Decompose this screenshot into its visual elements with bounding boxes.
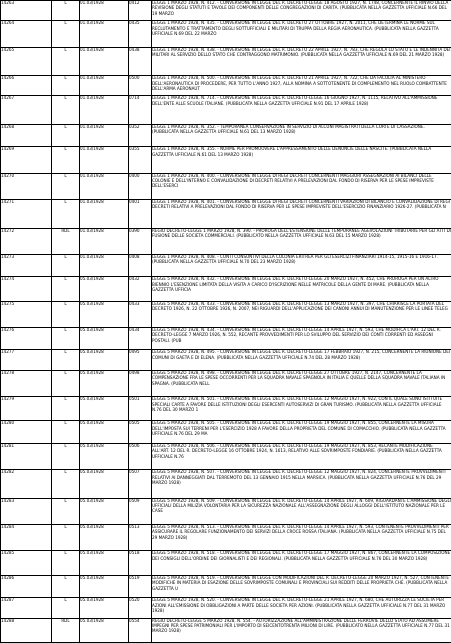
act-type: L bbox=[52, 328, 80, 350]
act-number: 0408 bbox=[129, 254, 152, 276]
act-description bbox=[152, 618, 451, 643]
act-description bbox=[152, 21, 451, 47]
record-number: 14267 bbox=[1, 96, 52, 124]
act-date: 05.03/1928 bbox=[80, 277, 129, 301]
act-description bbox=[152, 421, 451, 443]
act-date: 05.03/1928 bbox=[80, 350, 129, 370]
act-description bbox=[152, 301, 451, 327]
record-number: 14282 bbox=[1, 470, 52, 498]
act-description-text: LEGGE 1 MARZO 1928, N. 355. - NORME PER PROMUOVERE L'APPRESSAMENTO DELLE DENUNCIE DELLE NASCITE. (PUBBLICATA NELLA GAZZETTA UFFICIALE N.61 DEL 13 MARZO 1928) bbox=[152, 147, 432, 158]
act-description-text: LEGGE 5 MARZO 1928, N. 501. - CONVERSIONE IN LEGGE DEL R. DECRETO-LEGGE 12 MAGGIO 1927, N. 922, CON IL QUALE SONO ISTITUITE SPECIALI CARTE A FAVORE DELLE ISTITUZIONI DEGLI ESERCENTI AUTOSERVIZI DI GRAN TURISMO. (PUBBLICATA NELLA GAZZETTA UFFICIALE N.76 DEL 30 MARZO 1 bbox=[152, 397, 443, 413]
act-description bbox=[152, 76, 451, 96]
act-number: 0400 bbox=[129, 173, 152, 199]
act-description-text: LEGGE 5 MARZO 1928, N. 432. - CONVERSIONE IN LEGGE DEL R. DECRETO-LEGGE 20 MARZO 1927, N. 452, CHE PROROGA PER UN ALTRO BIENNIO L'ESENZIONE LIMITATA DELLA VISITA A CARICO D'ISCRIZIONE NELLE MATRICOLE DELLA GENTE DI MARE. (PUBBLICATA NELLA GAZZETTA UFFICIA bbox=[152, 277, 439, 294]
table-row bbox=[1, 470, 451, 498]
act-description-text: LEGGE 5 MARZO 1928, N. 520. - CONVERSIONE IN LEGGE DEL R. DECRETO-LEGGE 21 APRILE 1927, N. 680, CHE AUTORIZZA LE SOCIETA PER AZIONI ALL'EMISSIONE DI OBBLIGAZIONI A PARTE DELLE SOCIETA PER AZIONI. (PUBBLICATA NELLA GAZZETTA UFFICIALE N.77 DEL 31 MARZO 1928) bbox=[152, 598, 446, 614]
act-description bbox=[152, 397, 451, 421]
act-date: 01.03/1928 bbox=[80, 200, 129, 228]
act-description-text: LEGGE 1 MARZO 1928, N. 500. - CONVERSIONE IN LEGGE DEL R. DECRETO 21 APRILE 1927, N. 722, CHE DA FACOLTA AL MINISTERO DELL'AERONAUTICA DI PROCEDERE, PER TUTTO L'ANNO 1927, ALLA NOMINA A SOTTOTENENTE DI COMPLEMENTO NEL RUOLO COMBATTENTE DELL'ARMA AERONAUT bbox=[152, 76, 447, 92]
act-type: L bbox=[52, 470, 80, 498]
table-row bbox=[1, 551, 451, 575]
act-type: L bbox=[52, 254, 80, 276]
table-row bbox=[1, 301, 451, 327]
act-type: L bbox=[52, 301, 80, 327]
act-date: 01.03/1928 bbox=[80, 124, 129, 146]
act-number: 0714 bbox=[129, 96, 152, 124]
act-date: 01.03/1928 bbox=[80, 228, 129, 254]
act-description bbox=[152, 47, 451, 75]
act-type: L bbox=[52, 96, 80, 124]
act-type: L bbox=[52, 598, 80, 618]
record-number: 14280 bbox=[1, 421, 52, 443]
act-description-text: REGIO DECRETO-LEGGE 1 MARZO 1928, N. 390. - PROROGA DELL'ESTENSIONE DELLE TEMPORANEE AGEVOLAZIONI TRIBUTARIE PER GLI ATTI DI FUSIONE DELLE SOCIETA COMMERCIALI. (PUBBLICATO NELLA GAZZETTA UFFICIALE N.63 DEL 15 MARZO 1928) bbox=[152, 228, 451, 239]
table-row bbox=[1, 498, 451, 524]
act-date: 05.03/1928 bbox=[80, 397, 129, 421]
record-number: 14263 bbox=[1, 1, 52, 21]
act-description-text: LEGGE 5 MARZO 1928, N. 518. - CONVERSIONE IN LEGGE DEL R. DECRETO-LEGGE 17 MAGGIO 1927, N. 867, CONCERNENTE LA COMPOSIZIONE DEI CONSIGLI DELL'ORDINE DEI GIORNALISTI E DEI REGIONALI. (PUBBLICATA NELLA GAZZETTA UFFICIALE N.76 DEL 30 MARZO 1928) bbox=[152, 551, 451, 562]
table-row bbox=[1, 47, 451, 75]
act-number: 0498 bbox=[129, 370, 152, 396]
act-number: 0520 bbox=[129, 598, 152, 618]
act-number: 0500 bbox=[129, 76, 152, 96]
act-number: 0495 bbox=[129, 350, 152, 370]
record-number: 14265 bbox=[1, 47, 52, 75]
act-description-text: LEGGE 5 MARZO 1928, N. 495. - CONVERSIONE IN LEGGE DEL R. DECRETO-LEGGE 17 FEBBRAIO 1927, N. 215, CONCERNENTE LA RIUNIONE DEI COMUNI DI GAETA E DI ELENA. (PUBBLICATA NELLA GAZZETTA UFFICIALE N.74 DEL 28 MARZO 1928) bbox=[152, 350, 451, 361]
act-number: 0355 bbox=[129, 147, 152, 173]
act-description-text: LEGGE 5 MARZO 1928, N. 505. - CONVERSIONE IN LEGGE DEL R. DECRETO-LEGGE 19 MAGGIO 1927, N. 855, CONCERNENTE LA MISURA DELL'IMPOSTA SUI TERRENI PER L'ESERCIZIO 1928 A FAVORE DELLA PROPRIETA DEL COMUNE DI COMACCHIO. (PUBBLICATA NELLA GAZZETTA UFFICIALE N.76 DEL 29 MA bbox=[152, 421, 446, 438]
act-type: L bbox=[52, 1, 80, 21]
record-number: 14271 bbox=[1, 200, 52, 228]
act-number: 0412 bbox=[129, 1, 152, 21]
record-number: 14268 bbox=[1, 124, 52, 146]
act-date: 01.03/1928 bbox=[80, 254, 129, 276]
table-row bbox=[1, 397, 451, 421]
table-row bbox=[1, 254, 451, 276]
act-date: 05.03/1928 bbox=[80, 575, 129, 597]
act-description bbox=[152, 525, 451, 551]
act-date: 05.03/1928 bbox=[80, 498, 129, 524]
act-number: 0507 bbox=[129, 470, 152, 498]
act-description-text: LEGGE 5 MARZO 1928, N. 434. - CONVERSIONE IN LEGGE DEL R. DECRETO-LEGGE 14 APRILE 1927, N. 593, CHE MODIFICA L'ART. 12 DEL R. DECRETO-LEGGE 7 MARZO 1926, N. 552, RECANTE PROVVEDIMENTI PER LO SVILUPPO DEL SERVIZIO DEI CONTI CORRENTI ED ASSEGNI POSTALI. (PUB bbox=[152, 328, 441, 344]
act-number: 0554 bbox=[129, 618, 152, 643]
act-type: L bbox=[52, 551, 80, 575]
act-description bbox=[152, 370, 451, 396]
act-date: 01.03/1928 bbox=[80, 147, 129, 173]
act-description bbox=[152, 96, 451, 124]
act-description bbox=[152, 575, 451, 597]
act-description bbox=[152, 551, 451, 575]
table-row bbox=[1, 21, 451, 47]
record-number: 14285 bbox=[1, 551, 52, 575]
act-description-text: LEGGE 5 MARZO 1928, N. 509. - CONVERSIONE IN LEGGE DEL R. DECRETO-LEGGE 14 APRILE 1927, N. 609, RIGUARDANTE L'AMMISSIONE DEGLI UFFICIALI DELLA MILIZIA VOLONTARIA PER LA SICUREZZA NAZIONALE ALL'ASSEGNAZIONE DEGLI ALLOGGI DELL'ISTITUTO NAZIONALE PER LE CASE bbox=[152, 498, 451, 515]
table-row bbox=[1, 525, 451, 551]
act-date: 05.03/1928 bbox=[80, 328, 129, 350]
act-description bbox=[152, 254, 451, 276]
act-description-text: LEGGE 5 MARZO 1928, N. 506. - CONVERSIONE IN LEGGE DEL R. DECRETO-LEGGE 19 MAGGIO 1927, N. 853, RECANTE MODIFICAZIONE ALL'ART. 12 DEL R. DECRETO-LEGGE 16 OTTOBRE 1924, N. 1613, RELATIVO ALLE SOVRIMPOSTE FONDIARIE. (PUBBLICATA NELLA GAZZETTA UFFICIALE N.76 bbox=[152, 443, 442, 460]
act-description-text: REGIO DECRETO-LEGGE 5 MARZO 1928, N. 554. - AUTORIZZAZIONE ALL'AMMINISTRAZIONE DELLE FERROVIE DELLO STATO AD ASSUMERE IMPEGNI PER SPESE PATRIMONIALI PER L'IMPORTO DI SEICENTOTRENTA MILIONI DI LIRE. (PUBBLICATO NELLA GAZZETTA UFFICIALE N.77 DEL 31 MARZO 1928) bbox=[152, 618, 450, 635]
act-number: 0509 bbox=[129, 498, 152, 524]
act-description-text: LEGGE 1 MARZO 1928, N. 438. - CONVERSIONE IN LEGGE DEL R. DECRETO 22 APRILE 1927, N. 783, CHE REGOLA LO STATO E LE INDENNITA DEI MILITARI AL SERVIZIO DELLO STATO CHE CONTRAGGONO MATRIMONIO. (PUBBLICATA NELLA GAZZETTA UFFICIALE N.69 DEL 21 MARZO 1928) bbox=[152, 47, 451, 59]
act-date: 05.03/1928 bbox=[80, 301, 129, 327]
act-type: L bbox=[52, 47, 80, 75]
act-description-text: LEGGE 1 MARZO 1928, N. 400. - CONVERSIONE IN LEGGE DI REGI DECRETI CONCERNENTI MAGGIORI ASSEGNAZIONI AI BILANCI DELLE COLONIE E DELL'INTERNO E CONVALIDAZIONE DI DECRETI RELATIVI A PRELEVAZIONI DAL FONDO DI RISERVA PER LE SPESE IMPREVISTE DELL'ESERCI bbox=[152, 173, 434, 190]
table-body bbox=[1, 1, 451, 643]
table-row bbox=[1, 277, 451, 301]
record-number: 14264 bbox=[1, 21, 52, 47]
act-number: 0513 bbox=[129, 525, 152, 551]
act-type: RDL bbox=[52, 228, 80, 254]
act-date: 01.03/1928 bbox=[80, 21, 129, 47]
record-number: 14278 bbox=[1, 370, 52, 396]
act-number: 0501 bbox=[129, 397, 152, 421]
act-description-text: LEGGE 1 MARZO 1928, N. 408. - CONTI CONSUNTIVI DELLA COLONIA ERITREA PER GLI ESERCIZI FINANZIARI 1914-15, 1915-16 E 1916-17. (PUBBLICATA NELLA GAZZETTA UFFICIALE N.70 DEL 23 MARZO 1928) bbox=[152, 254, 438, 266]
act-type: L bbox=[52, 350, 80, 370]
act-description bbox=[152, 470, 451, 498]
act-description-text: LEGGE 5 MARZO 1928, N. 513. - CONVERSIONE IN LEGGE DEL R. DECRETO-LEGGE 14 APRILE 1927, N. 593, CONTENENTE PROVVEDIMENTI PER ASSICURARE IL REGOLARE FUNZIONAMENTO DEI SERVIZI DELLA CROCE ROSSA ITALIANA. (PUBBLICATA NELLA GAZZETTA UFFICIALE N.75 DEL 29 MARZO 1928) bbox=[152, 525, 449, 541]
act-description bbox=[152, 200, 451, 228]
act-date: 05.03/1928 bbox=[80, 618, 129, 643]
act-type: L bbox=[52, 498, 80, 524]
act-description-text: LEGGE 1 MARZO 1928, N. 401. - CONVERSIONE IN LEGGE DI REGI DECRETI CONCERNENTI VARIAZIONI DI BILANCIO E CONVALIDAZIONE DI REGI DECRETI RELATIVI A PRELEVAZIONI DAL FONDO DI RISERVA PER LE SPESE IMPREVISTE DELL'ESERCIZIO FINANZIARIO 1926-27. (PUBBLICATA N bbox=[152, 200, 450, 211]
act-description-text: LEGGE 1 MARZO 1928, N. 435. - CONVERSIONE IN LEGGE DEL R. DECRETO 27 OTTOBRE 1927, N. 2011, CHE DETERMINA LE NORME SUL RECLUTAMENTO E TRATTAMENTO DEGLI SOTTUFFICIALI E MILITARI DI TRUPPA DELLA REGIA AERONAUTICA. (PUBBLICATA NELLA GAZZETTA UFFICIALE N.69 DEL 22 MARZO bbox=[152, 21, 439, 38]
record-number: 14275 bbox=[1, 301, 52, 327]
act-type: L bbox=[52, 21, 80, 47]
act-date: 05.03/1928 bbox=[80, 443, 129, 469]
act-date: 05.03/1928 bbox=[80, 421, 129, 443]
record-number: 14279 bbox=[1, 397, 52, 421]
table-row bbox=[1, 350, 451, 370]
act-description bbox=[152, 147, 451, 173]
act-number: 0506 bbox=[129, 443, 152, 469]
act-description-text: LEGGE 5 MARZO 1928, N. 433. - CONVERSIONE IN LEGGE DEL R. DECRETO-LEGGE 13 MARZO 1927, N. 397, CHE CHIARISCE LA PORTATA DEL DECRETO 1926, N. 22 OTTOBRE 1926, N. 2007, NEI RIGUARDI DELL'APPLICAZIONE DEI CANONI ANNUI DI MANUTENZIONE PER LE LINEE TELEG bbox=[152, 301, 448, 313]
act-date: 05.03/1928 bbox=[80, 551, 129, 575]
act-type: L bbox=[52, 575, 80, 597]
table-row bbox=[1, 173, 451, 199]
act-date: 05.03/1928 bbox=[80, 370, 129, 396]
act-description bbox=[152, 598, 451, 618]
act-description-text: LEGGE 5 MARZO 1928, N. 498. - CONVERSIONE IN LEGGE DEL R. DECRETO-LEGGE 27 OTTOBRE 1927, N. 2147, CONCERNENTE LA COMPENSAZIONE FRA LE SPESE OCCORRENTI PER LA SQUADRA NAVALE SPAGNOLA IN ITALIA E QUELLE DELLA SQUADRA NAVALE ITALIANA IN SPAGNA. (PUBBLICATA NELL bbox=[152, 370, 446, 387]
table-row bbox=[1, 618, 451, 643]
table-row bbox=[1, 370, 451, 396]
act-description-text: LEGGE 1 MARZO 1928, N. 412. - CONVERSIONE IN LEGGE DEL R. DECRETO-LEGGE 18 AGOSTO 1927, N. 1748, CONCERNENTE IL RINVIO DELLA REVISIONE DEGLI STATUTI E TAVOLE DEI COMPONENTI DELLE CONGREGAZIONI DI CARITA. (PUBBLICATA NELLA GAZZETTA UFFICIALE N.66 DEL 19 MARZO bbox=[152, 1, 449, 17]
act-description bbox=[152, 443, 451, 469]
act-number: 0519 bbox=[129, 575, 152, 597]
act-description bbox=[152, 350, 451, 370]
table-row bbox=[1, 76, 451, 96]
act-number: 0432 bbox=[129, 277, 152, 301]
act-date: 01.03/1928 bbox=[80, 76, 129, 96]
act-number: 0390 bbox=[129, 228, 152, 254]
act-type: L bbox=[52, 370, 80, 396]
act-type: L bbox=[52, 397, 80, 421]
table-row bbox=[1, 598, 451, 618]
record-number: 14266 bbox=[1, 76, 52, 96]
table-row bbox=[1, 200, 451, 228]
act-type: L bbox=[52, 525, 80, 551]
record-number: 14276 bbox=[1, 328, 52, 350]
act-description bbox=[152, 1, 451, 21]
act-type: L bbox=[52, 124, 80, 146]
act-number: 0518 bbox=[129, 551, 152, 575]
act-number: 0433 bbox=[129, 301, 152, 327]
act-number: 0505 bbox=[129, 421, 152, 443]
record-number: 14272 bbox=[1, 228, 52, 254]
act-description-text: LEGGE 1 MARZO 1928, N. 352. - TEMPORANEA CONSERVAZIONE IN SERVIZIO DI ALCUNI MAGISTRATI DELLA CORTE DI CASSAZIONE. (PUBBLICATA NELLA GAZZETTA UFFICIALE N.61 DEL 13 MARZO 1928) bbox=[152, 124, 425, 136]
act-description bbox=[152, 498, 451, 524]
table-row bbox=[1, 124, 451, 146]
act-type: L bbox=[52, 443, 80, 469]
table-row bbox=[1, 575, 451, 597]
act-type: L bbox=[52, 147, 80, 173]
record-number: 14273 bbox=[1, 254, 52, 276]
act-description bbox=[152, 328, 451, 350]
table-row bbox=[1, 328, 451, 350]
act-type: L bbox=[52, 277, 80, 301]
record-number: 14269 bbox=[1, 147, 52, 173]
act-date: 05.03/1928 bbox=[80, 470, 129, 498]
record-number: 14281 bbox=[1, 443, 52, 469]
act-description-text: LEGGE 1 MARZO 1928, N. 714. - CONVERSIONE IN LEGGE DEL R. DECRETO-LEGGE 16 GIUGNO 1927, N. 1115, RELATIVO ALL'AMMISSIONE DELL'ENTE ALLE SCUOLE ITALIANE. (PUBBLICATA NELLA GAZZETTA UFFICIALE N.91 DEL 17 APRILE 1928) bbox=[152, 96, 438, 107]
act-type: L bbox=[52, 76, 80, 96]
act-type: RDL bbox=[52, 618, 80, 643]
act-date: 05.03/1928 bbox=[80, 525, 129, 551]
table-row bbox=[1, 147, 451, 173]
act-description-text: LEGGE 5 MARZO 1928, N. 507. - CONVERSIONE IN LEGGE DEL R. DECRETO-LEGGE 12 MAGGIO 1927, N. 824, CONCERNENTE PROVVEDIMENTI RELATIVI AI DANNEGGIATI DAL TERREMOTO DEL 13 GENNAIO 1915 NELLA MARSICA. (PUBBLICATA NELLA GAZZETTA UFFICIALE N.76 DEL 29 MARZO 1928) bbox=[152, 470, 446, 487]
act-type: L bbox=[52, 421, 80, 443]
act-description-text: LEGGE 5 MARZO 1928, N. 519. - CONVERSIONE IN LEGGE CON MODIFICAZIONI DEL R. DECRETO-LEGGE 20 MARZO 1927, N. 527, CONTENENTE MODIFICHE IN MATERIA DI ESAZIONE DELLE SOVRIMPOSTE COMUNALI E PROVINCIALI SUI REDDITI DELLE PROPRIETA CHE. (PUBBLICATA NELLA GAZZETTA U bbox=[152, 575, 449, 592]
act-date: 01.03/1928 bbox=[80, 173, 129, 199]
record-number: 14283 bbox=[1, 498, 52, 524]
act-number: 0434 bbox=[129, 328, 152, 350]
record-number: 14274 bbox=[1, 277, 52, 301]
act-description bbox=[152, 277, 451, 301]
table-row bbox=[1, 443, 451, 469]
record-number: 14287 bbox=[1, 598, 52, 618]
act-date: 01.03/1928 bbox=[80, 96, 129, 124]
act-date: 01.03/1928 bbox=[80, 1, 129, 21]
record-number: 14270 bbox=[1, 173, 52, 199]
table-row bbox=[1, 1, 451, 21]
act-type: L bbox=[52, 173, 80, 199]
record-number: 14288 bbox=[1, 618, 52, 643]
act-description bbox=[152, 124, 451, 146]
act-date: 01.03/1928 bbox=[80, 47, 129, 75]
act-date: 05.03/1928 bbox=[80, 598, 129, 618]
record-number: 14277 bbox=[1, 350, 52, 370]
table-row bbox=[1, 421, 451, 443]
record-number: 14286 bbox=[1, 575, 52, 597]
act-type: L bbox=[52, 200, 80, 228]
act-description bbox=[152, 228, 451, 254]
act-number: 0438 bbox=[129, 47, 152, 75]
table-row bbox=[1, 228, 451, 254]
act-number: 0401 bbox=[129, 200, 152, 228]
act-description bbox=[152, 173, 451, 199]
record-number: 14284 bbox=[1, 525, 52, 551]
act-number: 0435 bbox=[129, 21, 152, 47]
act-number: 0352 bbox=[129, 124, 152, 146]
table-row bbox=[1, 96, 451, 124]
